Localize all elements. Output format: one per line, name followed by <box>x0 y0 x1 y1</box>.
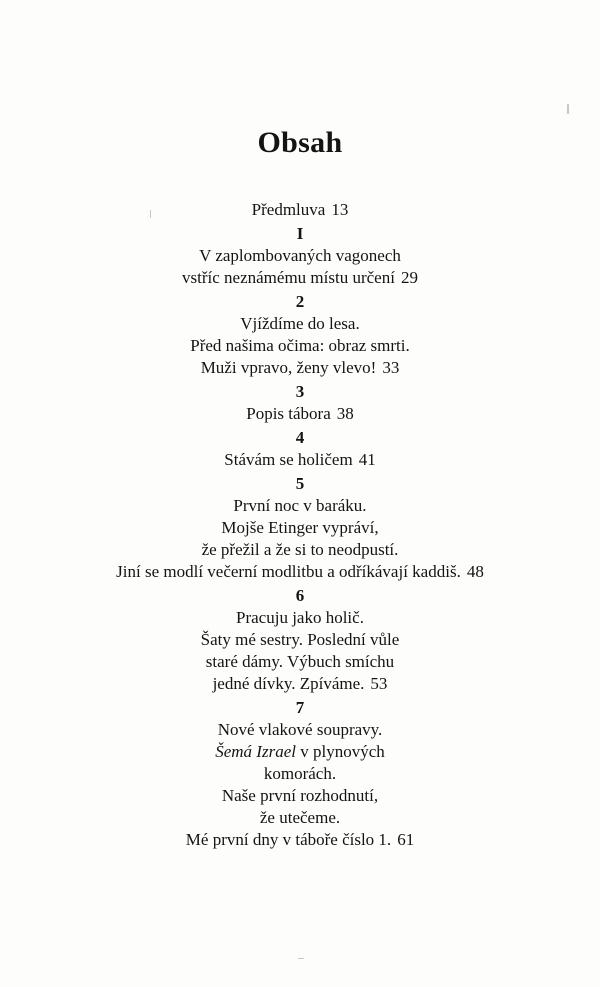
chapter-line <box>0 357 600 379</box>
chapter-line-text: Jiní se modlí večerní modlitbu a odříkávají kaddiš. <box>116 562 461 581</box>
chapter-page: 61 <box>397 830 415 849</box>
chapter-page: 53 <box>370 674 388 693</box>
chapter-number: 2 <box>295 292 305 311</box>
chapter-line: Vjíždíme do lesa. <box>240 314 360 333</box>
chapter-page: 29 <box>400 268 418 287</box>
paper-speck <box>298 958 304 959</box>
paper-speck <box>567 104 569 114</box>
chapter-number: I <box>296 224 304 243</box>
chapter-line: že přežil a že si to neodpustí. <box>201 540 399 559</box>
chapter-line-text: jedné dívky. Zpíváme. <box>212 674 365 693</box>
chapter-line: V zaplombovaných vagonech <box>199 246 401 265</box>
chapter-line-text: vstříc neznámému místu určení <box>182 268 395 287</box>
preface-entry <box>0 199 600 221</box>
chapter-line <box>0 673 600 695</box>
chapter-number: 3 <box>295 382 305 401</box>
page-title: Obsah <box>257 126 343 159</box>
chapter-line: Šaty mé sestry. Poslední vůle <box>200 630 400 649</box>
chapter-line: že utečeme. <box>259 808 341 827</box>
chapter-line-text: Mé první dny v táboře číslo 1. <box>185 830 392 849</box>
chapter-line: komorách. <box>263 764 337 783</box>
chapter-line: Naše první rozhodnutí, <box>221 786 379 805</box>
chapter-page: 48 <box>466 562 484 581</box>
chapter-line: Pracuju jako holič. <box>236 608 364 627</box>
chapter-line: staré dámy. Výbuch smíchu <box>205 652 395 671</box>
chapter-line <box>0 741 600 763</box>
chapter-line <box>0 267 600 289</box>
chapter-page: 38 <box>336 404 354 423</box>
chapter-line-italic: Šemá Izrael <box>215 742 296 761</box>
chapter-page: 41 <box>358 450 376 469</box>
chapter-line <box>0 403 600 425</box>
chapter-line: Nové vlakové soupravy. <box>217 720 383 739</box>
preface-page: 13 <box>331 200 349 219</box>
chapter-number: 7 <box>295 698 305 717</box>
preface-label: Předmluva <box>251 200 326 219</box>
chapter-line <box>0 561 600 583</box>
chapter-number: 6 <box>295 586 305 605</box>
table-of-contents <box>0 199 600 851</box>
chapter-number: 4 <box>295 428 305 447</box>
chapter-line-text: v plynových <box>300 742 385 761</box>
chapter-line: Před našima očima: obraz smrti. <box>190 336 410 355</box>
chapter-line <box>0 829 600 851</box>
chapter-line-text: Popis tábora <box>246 404 331 423</box>
chapter-line: Mojše Etinger vypráví, <box>221 518 379 537</box>
chapter-line: První noc v baráku. <box>233 496 367 515</box>
chapter-number: 5 <box>295 474 305 493</box>
chapter-line-text: Stávám se holičem <box>224 450 353 469</box>
chapter-page: 33 <box>382 358 400 377</box>
chapter-line-text: Muži vpravo, ženy vlevo! <box>200 358 377 377</box>
chapter-line <box>0 449 600 471</box>
